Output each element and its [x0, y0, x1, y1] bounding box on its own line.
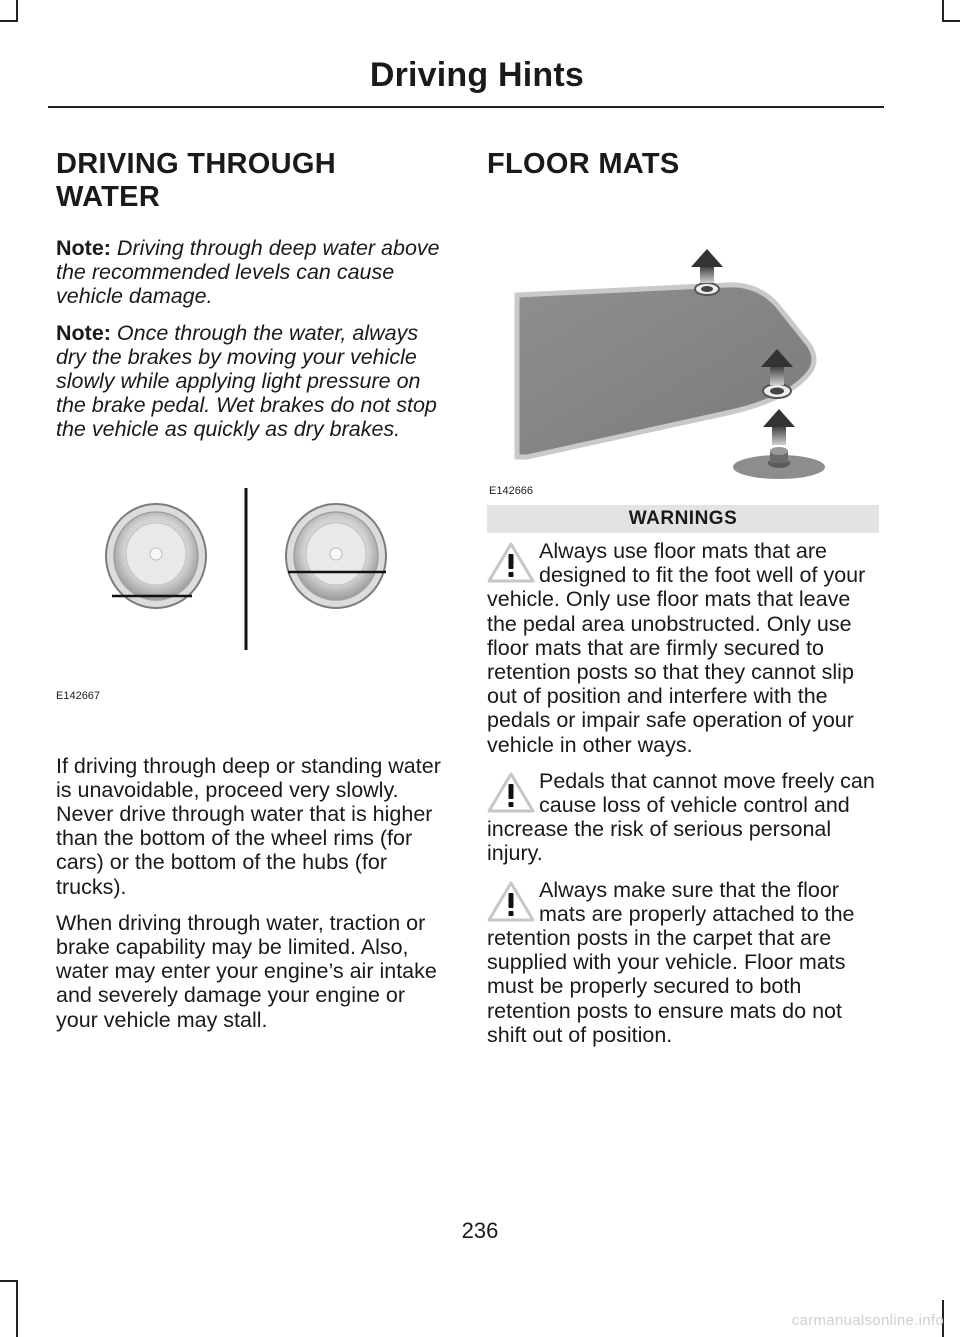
left-column: [56, 148, 448, 1044]
retention-post-icon: [763, 384, 791, 398]
warning-triangle-icon: [485, 539, 537, 587]
warning-item: [487, 769, 879, 866]
page-number: 236: [461, 1218, 499, 1243]
crop-mark: [16, 1280, 18, 1337]
section-heading-floor-mats: FLOOR MATS: [487, 148, 680, 180]
crop-mark: [0, 1280, 18, 1282]
header-divider: [48, 106, 884, 108]
note-dry-brakes: [56, 321, 448, 442]
paragraph: When driving through water, traction or brake capability may be limited. Also, water may enter your engine’s air intake and severely damage your engine or your vehicle may stall.: [56, 910, 437, 1032]
floor-mat-shape: [517, 285, 814, 457]
paragraph: If driving through deep or standing water is unavoidable, proceed very slowly. Never drive through water that is higher than the bottom of the wheel rims (for cars) or the bottom of the hubs (for trucks).: [56, 753, 441, 899]
figure-code: E142666: [489, 485, 534, 497]
crop-mark: [942, 0, 944, 22]
warning-item: [487, 878, 879, 1047]
warning-text: Always use floor mats that are designed to fit the foot well of your vehicle. Only use floor mats that leave the pedal area unobstructed. Only use floor mats that are firmly secured to retention posts so that they cannot slip out of position and interfere with the pedals or impair safe operation of your vehicle in other ways.: [487, 539, 866, 757]
section-heading-water: DRIVING THROUGH WATER: [56, 148, 336, 213]
crop-mark: [0, 20, 18, 22]
figure-code: E142667: [56, 689, 101, 702]
note-text: Driving through deep water above the recommended levels can cause vehicle damage.: [56, 236, 440, 309]
wheel-water-level-figure: [56, 454, 448, 754]
warnings-header: WARNINGS: [487, 505, 879, 533]
watermark: carmanualsonline.info: [791, 1312, 944, 1329]
floor-mat-figure: [487, 195, 879, 497]
crop-mark: [16, 0, 18, 22]
warning-text: Pedals that cannot move freely can cause loss of vehicle control and increase the risk of serious personal injury.: [487, 768, 875, 866]
crop-mark: [942, 20, 960, 22]
note-label: Note:: [56, 320, 111, 345]
retention-post-icon: [733, 447, 825, 479]
arrow-up-icon: [763, 409, 795, 445]
note-deep-water: [56, 236, 448, 309]
page-title: Driving Hints: [369, 56, 584, 94]
note-text: Once through the water, always dry the brakes by moving your vehicle slowly while applying light pressure on the brake pedal. Wet brakes do not stop the vehicle as quickly as dry brakes.: [56, 320, 437, 442]
warning-text: Always make sure that the floor mats are properly attached to the retention posts in the carpet that are supplied with your vehicle. Floor mats must be properly secured to both retention posts to ensure mats do not shift out of position.: [487, 877, 855, 1047]
note-label: Note:: [56, 236, 111, 260]
warning-item: [487, 539, 879, 757]
floor-mat-illustration: [487, 195, 879, 485]
wheel-icon: [106, 504, 206, 608]
warning-triangle-icon: [485, 878, 537, 926]
warning-triangle-icon: [485, 769, 537, 817]
wheel-illustration: [56, 454, 448, 754]
right-column: [487, 148, 879, 1059]
wheel-icon: [286, 504, 386, 608]
retention-post-icon: [695, 283, 719, 295]
arrow-up-icon: [691, 249, 723, 283]
